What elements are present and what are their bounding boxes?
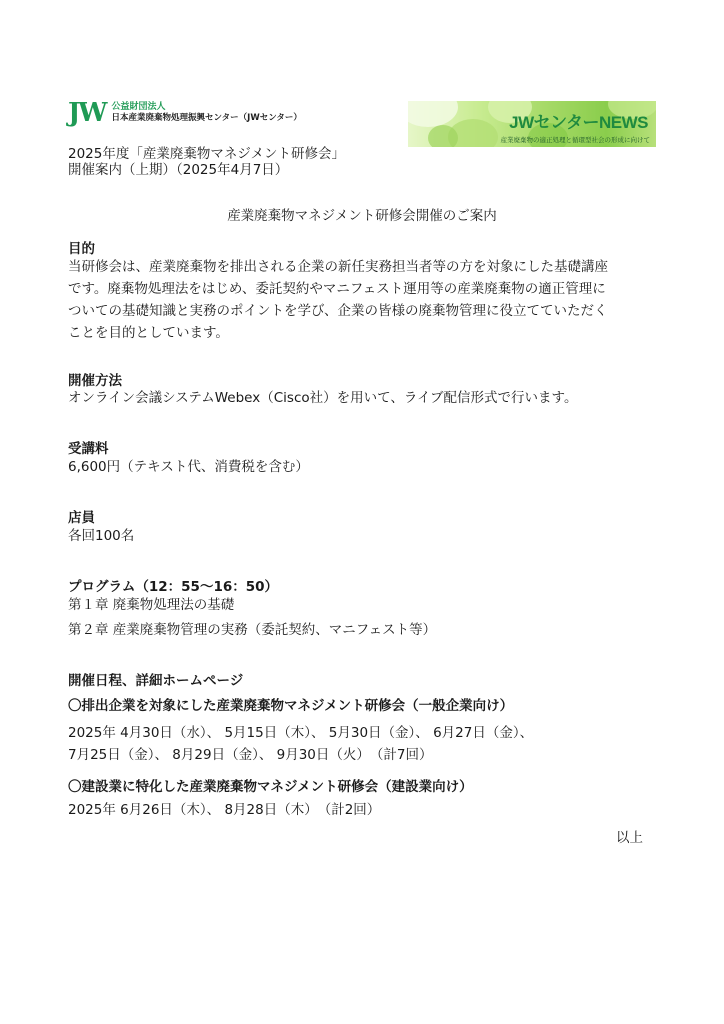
construction-course-dates: 2025年 6月26日（木）、 8月28日（木） （計2回） [68,802,381,818]
page-title: 産業廃棄物マネジメント研修会開催のご案内 [227,208,497,224]
program-item: 第２章 産業廃棄物管理の実務（委託契約、マニフェスト等） [68,622,437,638]
program-item: 第１章 廃棄物処理法の基礎 [68,597,235,613]
general-course-dates: 2025年 4月30日（水）、 5月15日（木）、 5月30日（金）、 6月27日（金）、 [68,725,534,741]
jw-logo-mark: JW [68,98,106,128]
fee-text: 6,600円（テキスト代、消費税を含む） [68,459,309,475]
general-course-heading: 〇排出企業を対象にした産業廃棄物マネジメント研修会（一般企業向け） [68,698,514,714]
method-heading: 開催方法 [68,373,122,389]
program-heading: プログラム（12：55～16：50） [68,579,279,595]
capacity-heading: 店員 [68,510,95,526]
purpose-text-line: です。廃棄物処理法をはじめ、委託契約やマニフェスト運用等の産業廃棄物の適正管理に [68,281,606,297]
method-text: オンライン会議システムWebex（Cisco社）を用いて、ライブ配信形式で行います。 [68,390,578,406]
schedule-heading: 開催日程、詳細ホームページ [68,673,244,689]
closing-text: 以上 [616,830,643,846]
document-header-line1: 2025年度「産業廃棄物マネジメント研修会」 [68,146,345,162]
general-course-dates: 7月25日（金）、 8月29日（金）、 9月30日（火） （計7回） [68,747,433,763]
capacity-text: 各回100名 [68,528,135,544]
purpose-text-line: ことを目的としています。 [68,325,229,341]
org-full-name: 日本産業廃棄物処理振興センター（JWセンター） [111,113,302,124]
organization-name [112,102,302,124]
purpose-text-line: ついての基礎知識と実務のポイントを学び、企業の皆様の廃棄物管理に役立てていただく [68,303,608,319]
org-type: 公益財団法人 [111,102,166,113]
purpose-text-line: 当研修会は、産業廃棄物を排出される企業の新任実務担当者等の方を対象にした基礎講座 [68,259,608,275]
banner-title: JWセンターNEWS [509,113,648,132]
news-banner [408,101,656,147]
document-header-line2: 開催案内（上期）（2025年4月7日） [68,162,289,178]
banner-subtitle: 産業廃棄物の適正処理と循環型社会の形成に向けて [500,136,650,144]
fee-heading: 受講料 [68,441,109,457]
construction-course-heading: 〇建設業に特化した産業廃棄物マネジメント研修会（建設業向け） [68,779,473,795]
organization-logo [68,100,302,126]
purpose-heading: 目的 [68,241,95,257]
